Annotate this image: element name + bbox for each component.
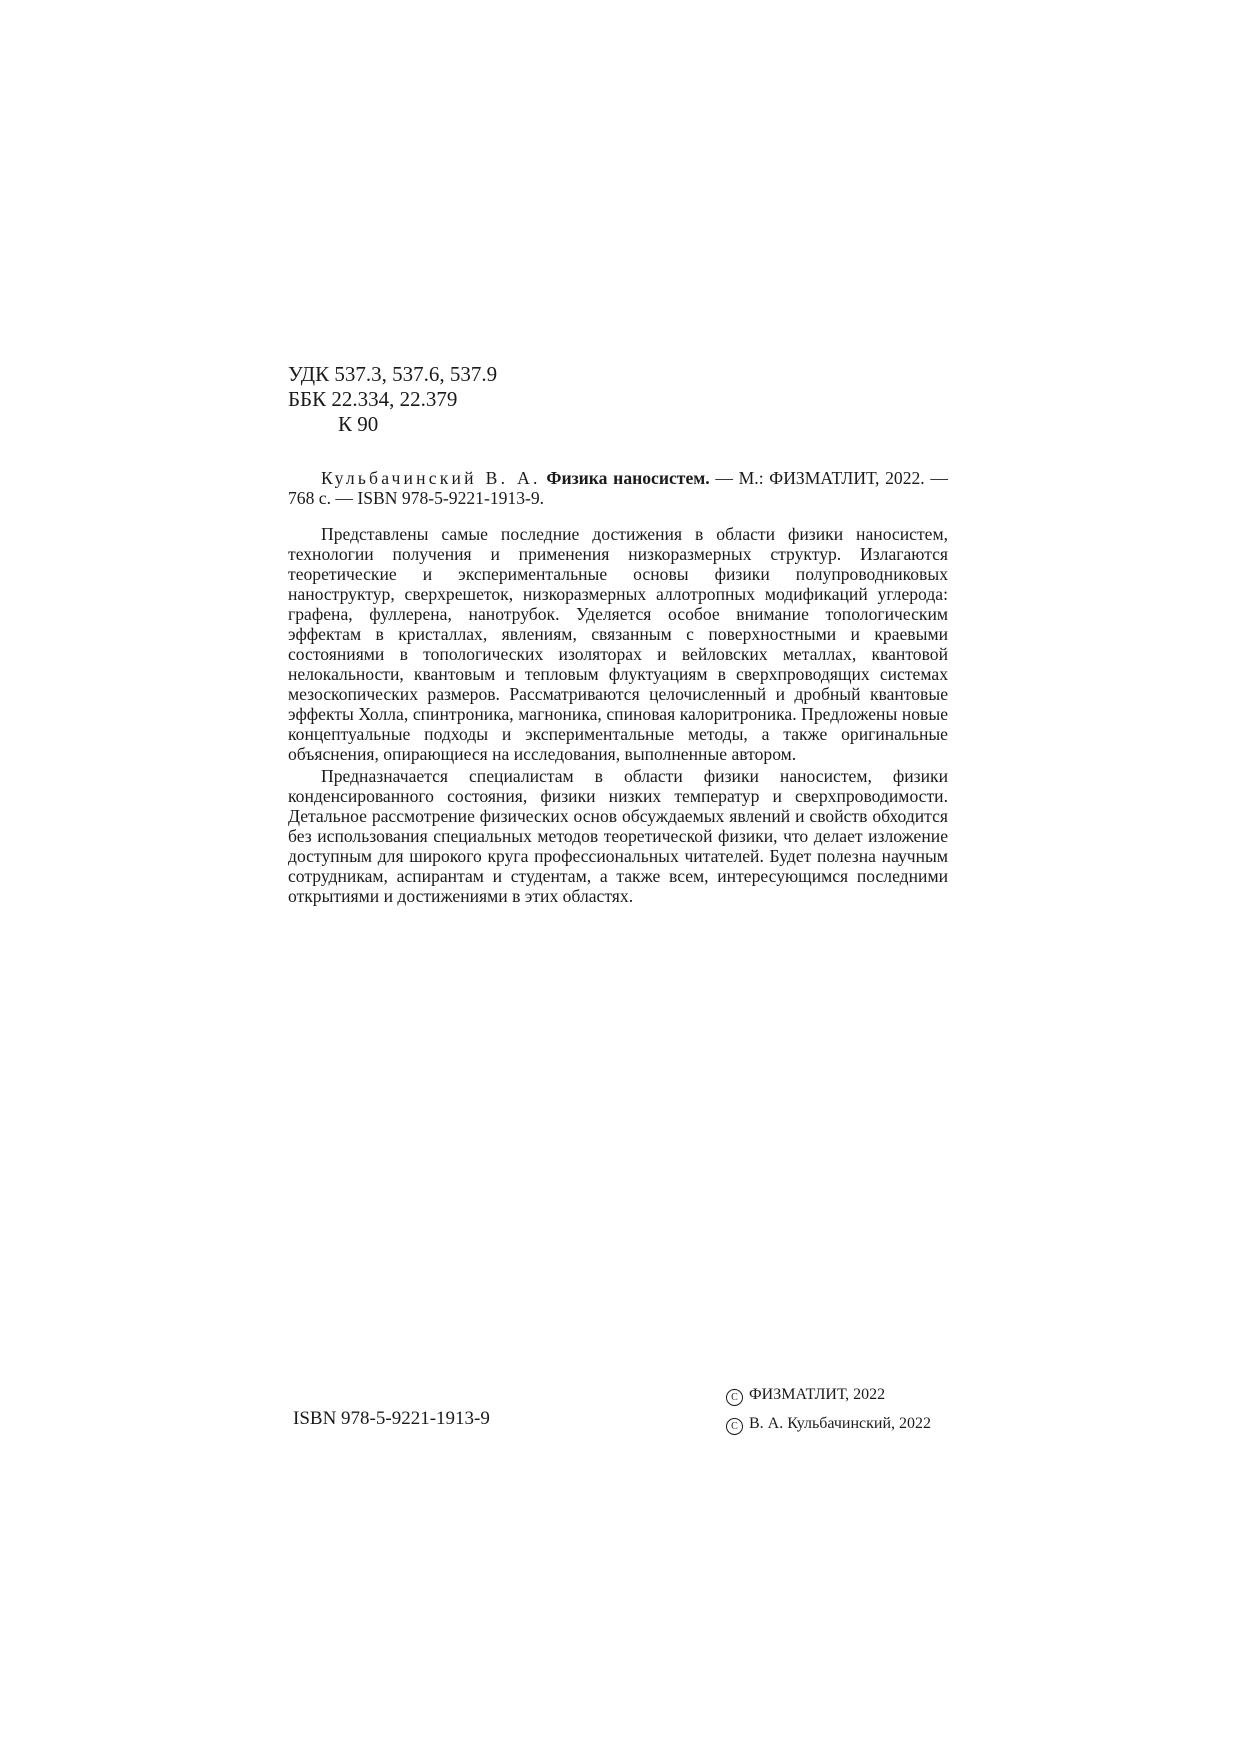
author-mark: К 90 bbox=[338, 412, 379, 436]
classification-block bbox=[288, 362, 497, 437]
copyright-publisher-text: ФИЗМАТЛИТ, 2022 bbox=[749, 1386, 886, 1403]
citation bbox=[288, 468, 948, 508]
citation-rest: — М.: ФИЗМАТЛИТ, 2022. — 768 с. — ISBN 978-5-9221-1913-9. bbox=[288, 468, 949, 508]
isbn: ISBN 978-5-9221-1913-9 bbox=[293, 1408, 490, 1429]
annotation-paragraph-2: Предназначается специалистам в области физики наносистем, физики конденсированного состояния, физики низких температур и сверхпроводимости. Детальное рассмотрение физических основ обсуждаемых явлений и свойств обходится без использования специальных методов теоретической физики, что делает изложение доступным для широкого круга профессиональных читателей. Будет полезна научным сотрудникам, аспирантам и студентам, а также всем, интересующимся последними открытиями и достижениями в этих областях. bbox=[288, 766, 948, 906]
udk-code: УДК 537.3, 537.6, 537.9 bbox=[288, 362, 498, 386]
copyright-icon: C bbox=[726, 1389, 743, 1406]
copyright-publisher bbox=[726, 1380, 931, 1409]
copyright-author-text: В. А. Кульбачинский, 2022 bbox=[749, 1415, 932, 1432]
copyright-icon: C bbox=[726, 1418, 743, 1435]
bbk-code: ББК 22.334, 22.379 bbox=[288, 387, 458, 411]
citation-author: Кульбачинский В. А. bbox=[321, 468, 541, 488]
copyright-author bbox=[726, 1409, 931, 1438]
citation-title: Физика наносистем. bbox=[546, 468, 710, 488]
annotation-paragraph-1: Представлены самые последние достижения в области физики наносистем, технологии получения и применения низкоразмерных структур. Излагаются теоретические и экспериментальные основы физики полупроводниковых наноструктур, сверхрешеток, низкоразмерных аллотропных модификаций углерода: графена, фуллерена, нанотрубок. Уделяется особое внимание топологическим эффектам в кристаллах, явлениям, связанным с поверхностными и краевыми состояниями в топологических изоляторах и вейловских металлах, квантовой нелокальности, квантовым и тепловым флуктуациям в сверхпроводящих системах мезоскопических размеров. Рассматриваются целочисленный и дробный квантовые эффекты Холла, спинтроника, магноника, спиновая калоритроника. Предложены новые концептуальные подходы и экспериментальные методы, а также оригинальные объяснения, опирающиеся на исследования, выполненные автором. bbox=[288, 524, 948, 764]
bibliographic-block bbox=[288, 468, 948, 908]
copyright-block bbox=[726, 1380, 931, 1438]
